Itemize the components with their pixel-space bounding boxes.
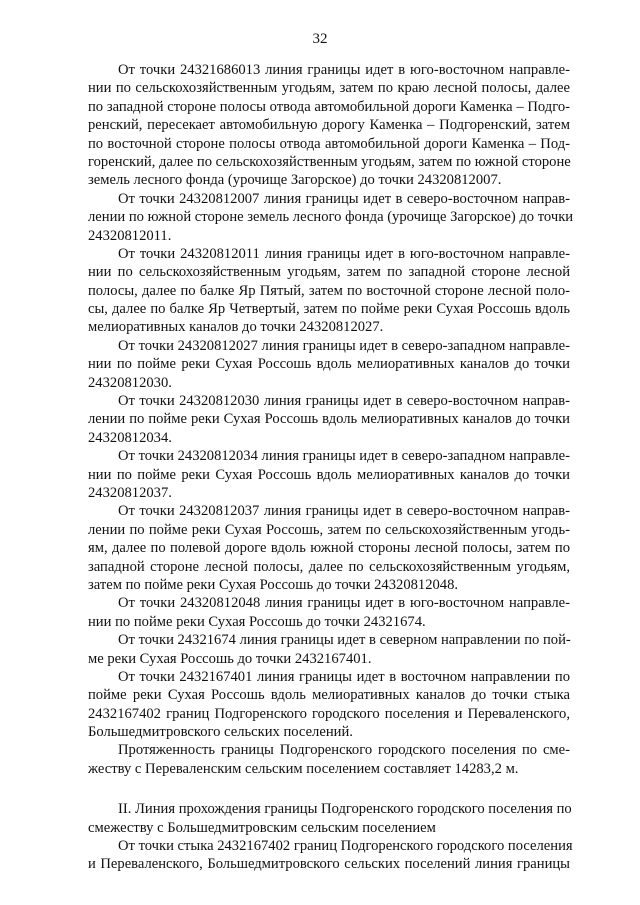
paragraph-line: нии по пойме реки Сухая Россошь до точки 24321674. [88,613,426,630]
section-heading-line: смежеству с Большедмитровским сельским поселением [88,819,436,836]
paragraph-line: ям, далее по полевой дороге вдоль южной стороны лесной полосы, затем по [88,540,570,557]
paragraph-line: сы, далее по балке Яр Четвертый, затем по пойме реки Сухая Россошь вдоль [88,301,570,318]
paragraph-line: От точки 2432167401 линия границы идет в восточном направлении по [118,668,570,685]
paragraph-line: нии по пойме реки Сухая Россошь вдоль мелиоративных каналов до точки [88,466,570,483]
paragraph-line: 2432167402 границ Подгоренского городского поселения и Переваленского, [88,705,570,722]
paragraph [88,631,570,668]
paragraph-line: От точки 24321686013 линия границы идет в юго-восточном направле- [118,62,570,78]
paragraph-line: полосы, далее по балке Яр Пятый, затем по восточной стороне лесной поло- [88,282,570,299]
paragraph [88,61,570,190]
paragraph-line: Большедмитровского сельских поселений. [88,724,353,741]
paragraph-line: От точки 24320812027 линия границы идет в северо-западном направле- [118,337,570,354]
paragraph [88,190,574,245]
paragraph [88,392,570,447]
section-spacer [88,778,570,800]
paragraph [88,594,570,631]
paragraph-line: пойме реки Сухая Россошь вдоль мелиоративных каналов до точки стыка [88,687,570,704]
paragraph [88,668,570,742]
paragraph-line: мелиоративных каналов до точки 24320812027. [88,319,384,336]
paragraph-line: 24320812011. [88,227,172,244]
paragraph-line: лении по пойме реки Сухая Россошь, затем по сельскохозяйственным угодь- [88,521,570,538]
paragraph-line: От точки 24321674 линия границы идет в северном направлении по пой- [118,632,571,649]
paragraph-line: нии по пойме реки Сухая Россошь вдоль мелиоративных каналов до точки [88,356,570,373]
paragraph [88,741,570,778]
paragraph [88,447,570,502]
paragraph [88,837,573,874]
paragraph-line: затем по пойме реки Сухая Россошь до точки 24320812048. [88,576,459,593]
paragraph-line: От точки 24320812048 линия границы идет в юго-восточном направле- [118,595,570,612]
paragraph-line: От точки 24320812034 линия границы идет в северо-западном направле- [118,448,570,465]
document-body [88,61,574,874]
section-heading-line: II. Линия прохождения границы Подгоренского городского поселения по [118,801,572,818]
section-heading [88,800,570,837]
paragraph [88,502,570,594]
paragraph-line: От точки 24320812030 линия границы идет в северо-восточном направ- [118,393,570,410]
paragraph-line: горенский, далее по сельскохозяйственным угодьям, затем по южной стороне [88,153,571,170]
paragraph-line: земель лесного фонда (урочище Загорское) до точки 24320812007. [88,172,502,189]
paragraph-line: лении по южной стороне земель лесного фонда (урочище Загорское) до точки [88,209,574,226]
paragraph-line: и Переваленского, Большедмитровского сельских поселений линия границы [88,856,570,873]
paragraph-line: нии по сельскохозяйственным угодьям, затем по краю лесной полосы, далее [88,80,570,97]
paragraph-line: Протяженность границы Подгоренского городского поселения по сме- [118,742,570,759]
paragraph-line: 24320812037. [88,484,172,501]
paragraph-line: западной стороне лесной полосы, далее по сельскохозяйственным угодьям, [88,558,570,575]
paragraph-line: 24320812034. [88,429,172,446]
paragraph [88,337,570,392]
paragraph-line: От точки 24320812011 линия границы идет в юго-восточном направле- [118,245,570,262]
paragraph-line: лении по пойме реки Сухая Россошь вдоль мелиоративных каналов до точки [88,411,570,428]
paragraph-line: жеству с Переваленским сельским поселением составляет 14283,2 м. [88,760,519,777]
paragraph-line: От точки 24320812007 линия границы идет в северо-восточном направ- [118,190,570,207]
paragraph-line: 24320812030. [88,374,172,391]
paragraph-line: нии по сельскохозяйственным угодьям, затем по западной стороне лесной [88,264,570,281]
paragraph-line: ме реки Сухая Россошь до точки 2432167401. [88,650,372,667]
paragraph-line: по западной стороне полосы отвода автомобильной дороги Каменка – Подго- [88,98,570,115]
page-number: 32 [312,31,328,47]
paragraph-line: От точки стыка 2432167402 границ Подгоренского городского поселения [118,838,573,855]
paragraph-line: по восточной стороне полосы отвода автомобильной дороги Каменка – Под- [88,135,570,152]
paragraph-line: От точки 24320812037 линия границы идет в северо-восточном направ- [118,503,570,520]
paragraph [88,245,570,337]
paragraph-line: ренский, пересекает автомобильную дорогу Каменка – Подгоренский, затем [88,117,570,134]
